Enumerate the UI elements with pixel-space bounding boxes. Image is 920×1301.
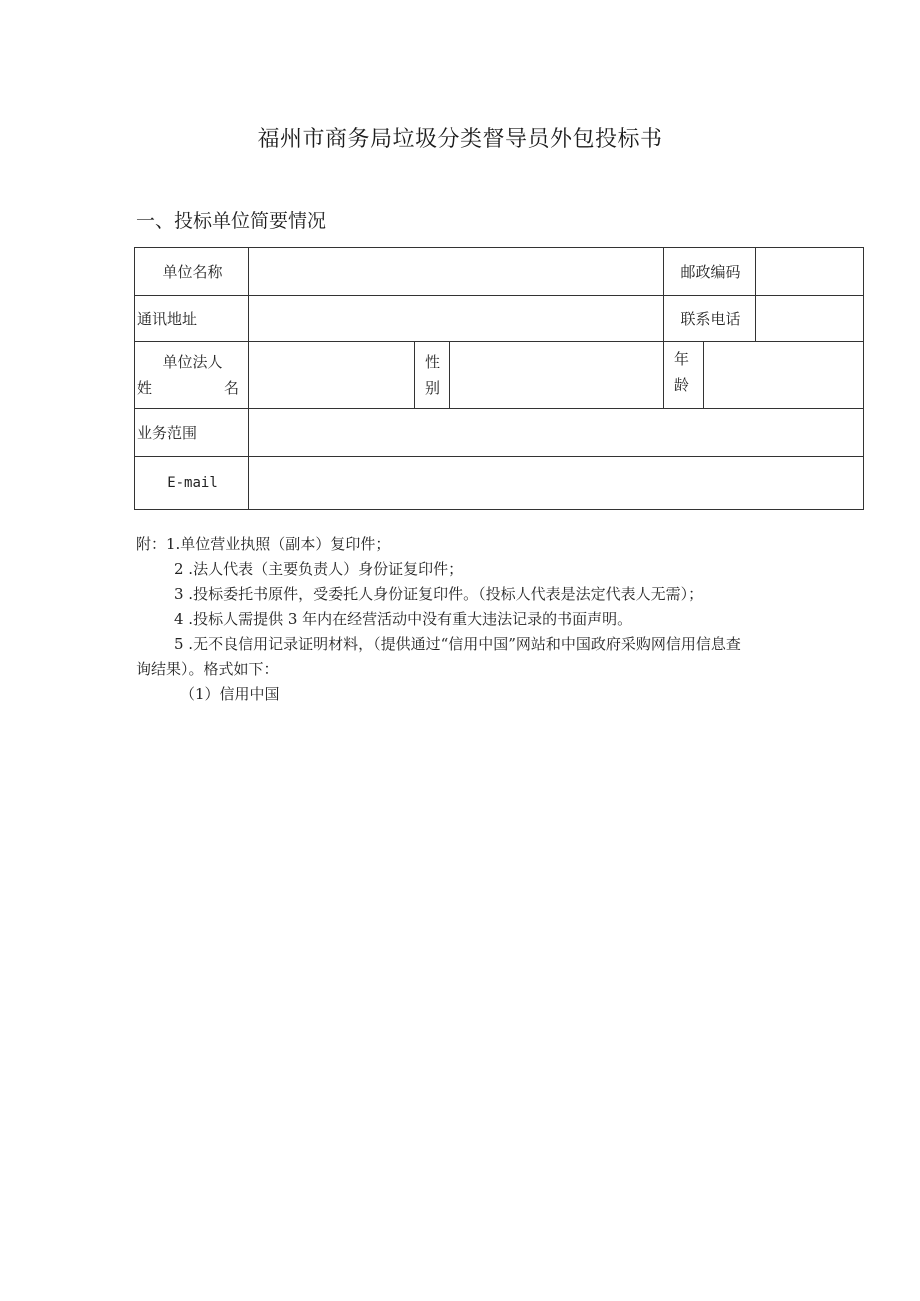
age-label [664, 342, 704, 409]
business-scope-label: 业务范围 [135, 409, 249, 457]
note-item-6: （1）信用中国 [180, 685, 280, 703]
email-label: E-mail [135, 457, 249, 510]
legal-rep-label-name: 名 [223, 379, 239, 397]
address-field[interactable] [249, 296, 664, 342]
legal-rep-field[interactable] [249, 342, 415, 409]
gender-label-1: 性 [425, 353, 441, 371]
note-item-2: 2 .法人代表（主要负责人）身份证复印件； [174, 560, 464, 578]
address-label: 通讯地址 [135, 296, 249, 342]
gender-label [415, 342, 450, 409]
gender-label-2: 别 [425, 379, 441, 397]
legal-rep-label-line1: 单位法人 [162, 353, 223, 371]
note-item-3: 3 .投标委托书原件，受委托人身份证复印件。（投标人代表是法定代表人无需）； [174, 585, 704, 603]
business-scope-field[interactable] [249, 409, 864, 457]
legal-rep-label-line2 [137, 375, 239, 401]
phone-label: 联系电话 [664, 296, 756, 342]
note-item-1: 附：1.单位营业执照（副本）复印件； [136, 535, 391, 553]
legal-rep-label-surname: 姓 [137, 379, 153, 397]
gender-field[interactable] [450, 342, 664, 409]
age-field[interactable] [704, 342, 864, 409]
attachments-notes [136, 532, 856, 707]
legal-rep-label [135, 342, 249, 409]
table-row [135, 296, 864, 342]
age-label-2: 龄 [674, 376, 690, 394]
unit-name-field[interactable] [249, 248, 664, 296]
table-row [135, 457, 864, 510]
note-item-5-line2: 询结果）。格式如下： [136, 660, 279, 678]
note-item-5-line1: 5 .无不良信用记录证明材料，（提供通过“信用中国”网站和中国政府采购网信用信息查 [174, 635, 741, 653]
table-row [135, 342, 864, 409]
section-heading: 一、投标单位简要情况 [136, 210, 327, 232]
postal-code-label: 邮政编码 [664, 248, 756, 296]
phone-field[interactable] [756, 296, 864, 342]
email-field[interactable] [249, 457, 864, 510]
table-row [135, 409, 864, 457]
bidder-info-table [134, 247, 864, 510]
document-title: 福州市商务局垃圾分类督导员外包投标书 [257, 127, 663, 152]
note-item-4: 4 .投标人需提供 3 年内在经营活动中没有重大违法记录的书面声明。 [174, 610, 633, 628]
age-label-1: 年 [674, 350, 690, 368]
postal-code-field[interactable] [756, 248, 864, 296]
unit-name-label: 单位名称 [135, 248, 249, 296]
table-row [135, 248, 864, 296]
